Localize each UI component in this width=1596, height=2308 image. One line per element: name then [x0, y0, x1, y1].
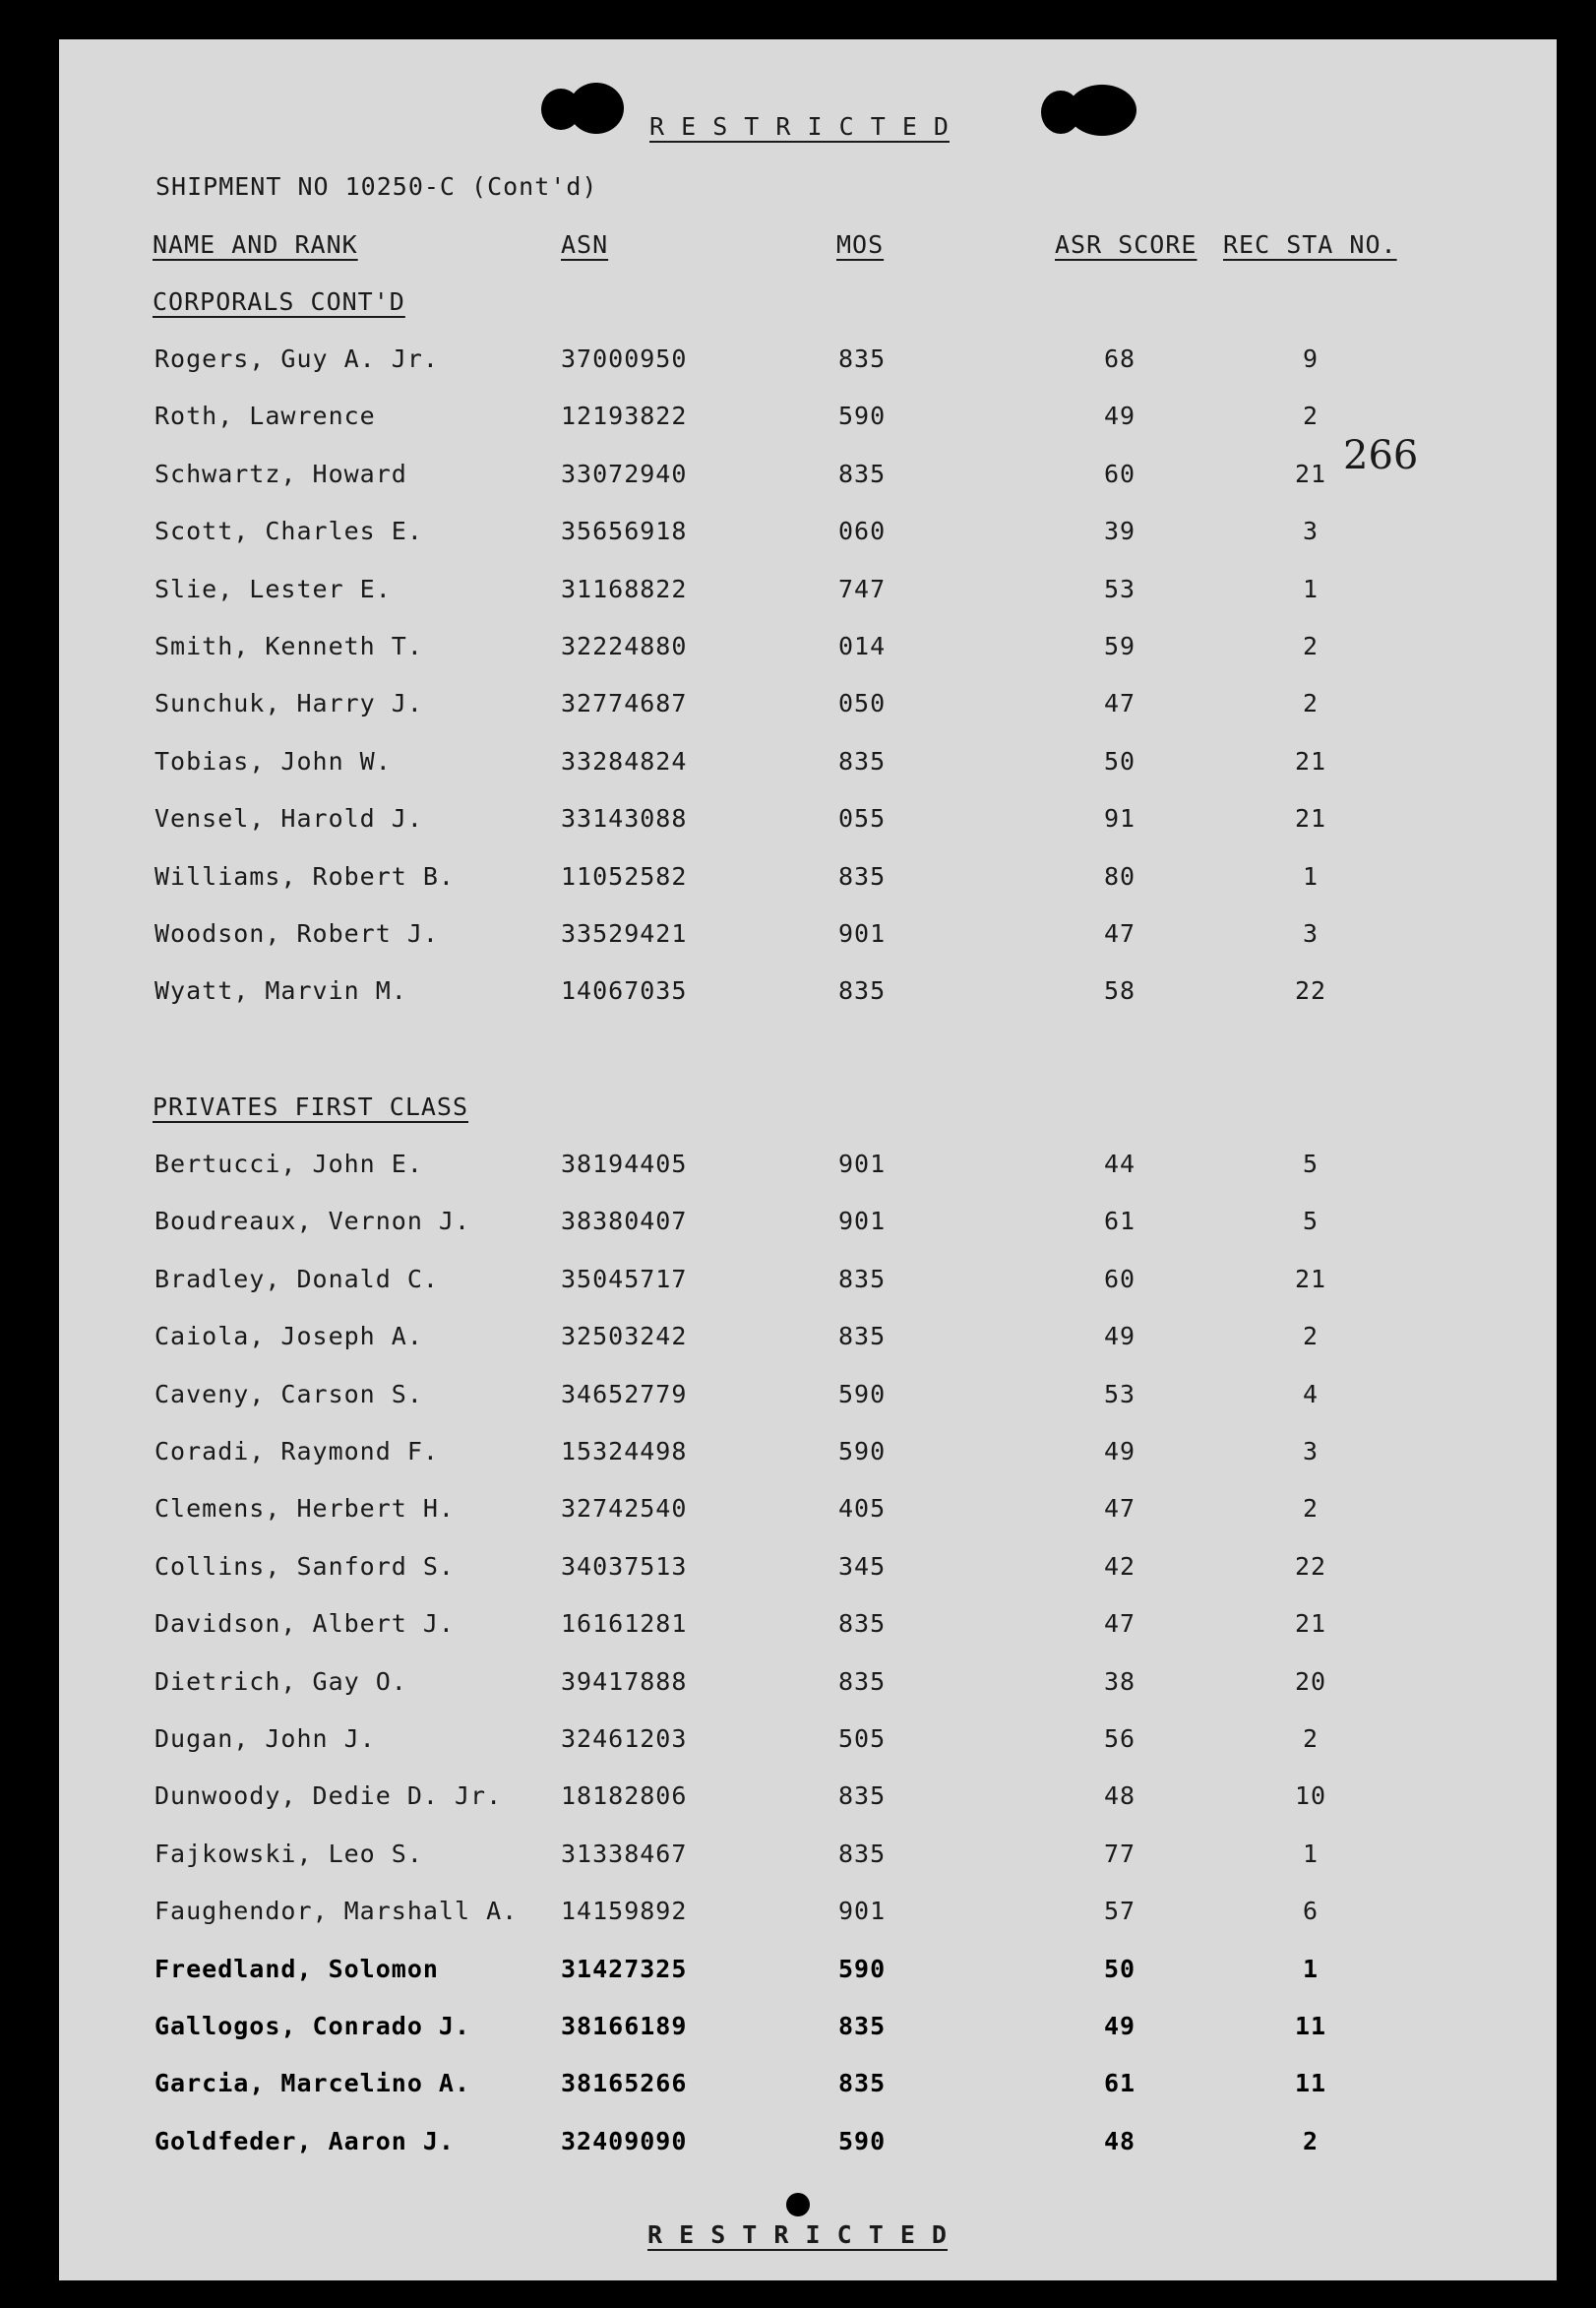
cell-asn: 12193822 [561, 402, 688, 431]
cell-asn: 15324498 [561, 1437, 688, 1466]
cell-score: 77 [1103, 1839, 1136, 1868]
cell-rec: 6 [1302, 1897, 1320, 1926]
cell-score: 68 [1103, 344, 1136, 373]
cell-mos: 345 [838, 1551, 887, 1581]
cell-score: 91 [1103, 804, 1136, 834]
cell-rec: 22 [1294, 1551, 1327, 1581]
table-row [0, 575, 1596, 614]
table-row [0, 1724, 1596, 1764]
cell-rec: 2 [1302, 632, 1320, 660]
cell-asn: 32742540 [561, 1494, 688, 1524]
cell-rec: 5 [1302, 1207, 1320, 1236]
cell-name: Schwartz, Howard [154, 459, 407, 488]
ink-blot-bottom [786, 2193, 810, 2216]
cell-score: 50 [1103, 746, 1136, 776]
table-row [0, 1897, 1596, 1936]
cell-mos: 835 [838, 459, 887, 488]
table-row [0, 689, 1596, 728]
table-row [0, 1494, 1596, 1533]
cell-rec: 2 [1302, 402, 1320, 431]
cell-rec: 1 [1302, 1954, 1320, 1983]
cell-mos: 835 [838, 1322, 887, 1351]
cell-asn: 32774687 [561, 689, 688, 718]
cell-mos: 835 [838, 976, 887, 1006]
cell-mos: 014 [838, 632, 887, 660]
table-row [0, 2012, 1596, 2051]
restricted-header: R E S T R I C T E D [649, 112, 950, 141]
cell-name: Bertucci, John E. [154, 1150, 423, 1178]
cell-rec: 2 [1302, 1322, 1320, 1351]
cell-mos: 505 [838, 1724, 887, 1753]
cell-name: Davidson, Albert J. [154, 1609, 455, 1639]
cell-rec: 21 [1294, 804, 1327, 834]
cell-asn: 33284824 [561, 746, 688, 776]
cell-score: 47 [1103, 1609, 1136, 1639]
table-row [0, 344, 1596, 384]
cell-asn: 38380407 [561, 1207, 688, 1236]
cell-rec: 10 [1294, 1781, 1327, 1811]
cell-score: 47 [1103, 1494, 1136, 1524]
table-row [0, 1437, 1596, 1476]
cell-mos: 835 [838, 1264, 887, 1293]
cell-score: 50 [1103, 1954, 1136, 1983]
cell-rec: 2 [1302, 1494, 1320, 1524]
cell-asn: 35656918 [561, 517, 688, 546]
cell-score: 49 [1103, 2012, 1136, 2040]
cell-rec: 1 [1302, 1839, 1320, 1868]
cell-asn: 34652779 [561, 1379, 688, 1408]
cell-rec: 3 [1302, 919, 1320, 948]
cell-name: Clemens, Herbert H. [154, 1494, 455, 1524]
cell-name: Wyatt, Marvin M. [154, 976, 407, 1006]
cell-name: Gallogos, Conrado J. [154, 2012, 471, 2040]
cell-rec: 21 [1294, 1264, 1327, 1293]
col-header-asn: ASN [561, 230, 609, 259]
table-row [0, 1322, 1596, 1361]
table-row [0, 402, 1596, 441]
cell-rec: 21 [1294, 1609, 1327, 1639]
ink-blot-left-2 [569, 83, 624, 134]
table-row [0, 2127, 1596, 2166]
cell-name: Collins, Sanford S. [154, 1551, 455, 1581]
cell-score: 48 [1103, 2126, 1136, 2155]
cell-name: Boudreaux, Vernon J. [154, 1207, 471, 1236]
cell-asn: 35045717 [561, 1264, 688, 1293]
table-row [0, 1207, 1596, 1246]
cell-mos: 590 [838, 1379, 887, 1408]
cell-rec: 4 [1302, 1379, 1320, 1408]
cell-name: Fajkowski, Leo S. [154, 1839, 423, 1868]
cell-name: Williams, Robert B. [154, 861, 455, 891]
cell-name: Sunchuk, Harry J. [154, 689, 423, 718]
cell-asn: 31427325 [561, 1954, 688, 1983]
cell-score: 56 [1103, 1724, 1136, 1753]
cell-asn: 38165266 [561, 2069, 688, 2098]
cell-mos: 901 [838, 1897, 887, 1926]
cell-mos: 405 [838, 1494, 887, 1524]
page-number: 266 [1343, 433, 1419, 478]
cell-name: Caiola, Joseph A. [154, 1322, 423, 1351]
cell-score: 80 [1103, 861, 1136, 891]
cell-mos: 590 [838, 1437, 887, 1466]
cell-asn: 18182806 [561, 1781, 688, 1811]
cell-asn: 14159892 [561, 1897, 688, 1926]
cell-asn: 32461203 [561, 1724, 688, 1753]
ink-blot-right-2 [1068, 85, 1136, 136]
table-row [0, 976, 1596, 1016]
cell-score: 39 [1103, 517, 1136, 546]
cell-score: 49 [1103, 1437, 1136, 1466]
cell-asn: 33529421 [561, 919, 688, 948]
cell-asn: 31168822 [561, 574, 688, 603]
cell-name: Coradi, Raymond F. [154, 1437, 439, 1466]
cell-score: 48 [1103, 1781, 1136, 1811]
cell-mos: 835 [838, 746, 887, 776]
table-row [0, 1380, 1596, 1419]
cell-asn: 31338467 [561, 1839, 688, 1868]
cell-name: Slie, Lester E. [154, 574, 392, 603]
cell-name: Dietrich, Gay O. [154, 1666, 407, 1696]
table-row [0, 1609, 1596, 1649]
cell-rec: 20 [1294, 1666, 1327, 1696]
cell-name: Caveny, Carson S. [154, 1379, 423, 1408]
cell-mos: 835 [838, 1666, 887, 1696]
cell-mos: 055 [838, 804, 887, 834]
cell-asn: 33072940 [561, 459, 688, 488]
cell-asn: 38166189 [561, 2012, 688, 2040]
cell-rec: 3 [1302, 517, 1320, 546]
cell-mos: 590 [838, 402, 887, 431]
cell-score: 53 [1103, 574, 1136, 603]
cell-score: 49 [1103, 1322, 1136, 1351]
cell-score: 49 [1103, 402, 1136, 431]
cell-mos: 835 [838, 2012, 887, 2040]
cell-name: Vensel, Harold J. [154, 804, 423, 834]
cell-name: Scott, Charles E. [154, 517, 423, 546]
col-header-mos: MOS [836, 230, 885, 259]
cell-name: Dunwoody, Dedie D. Jr. [154, 1781, 503, 1811]
cell-score: 58 [1103, 976, 1136, 1006]
table-row [0, 1265, 1596, 1304]
cell-asn: 11052582 [561, 861, 688, 891]
cell-name: Roth, Lawrence [154, 402, 376, 431]
cell-mos: 060 [838, 517, 887, 546]
cell-asn: 32409090 [561, 2126, 688, 2155]
cell-name: Bradley, Donald C. [154, 1264, 439, 1293]
cell-asn: 38194405 [561, 1150, 688, 1178]
cell-score: 42 [1103, 1551, 1136, 1581]
cell-rec: 2 [1302, 1724, 1320, 1753]
cell-asn: 32224880 [561, 632, 688, 660]
cell-rec: 2 [1302, 689, 1320, 718]
table-row [0, 1150, 1596, 1189]
table-row [0, 747, 1596, 786]
cell-name: Freedland, Solomon [154, 1954, 439, 1983]
section-title-corporals: CORPORALS CONT'D [153, 287, 405, 316]
cell-rec: 11 [1294, 2012, 1327, 2040]
cell-mos: 590 [838, 1954, 887, 1983]
cell-mos: 835 [838, 1609, 887, 1639]
cell-rec: 21 [1294, 459, 1327, 488]
section-title-pfc: PRIVATES FIRST CLASS [153, 1092, 469, 1121]
cell-asn: 33143088 [561, 804, 688, 834]
cell-mos: 590 [838, 2126, 887, 2155]
cell-mos: 747 [838, 574, 887, 603]
cell-name: Garcia, Marcelino A. [154, 2069, 471, 2098]
table-row [0, 1781, 1596, 1821]
col-header-rec-sta: REC STA NO. [1223, 230, 1397, 259]
cell-score: 60 [1103, 459, 1136, 488]
table-row [0, 517, 1596, 556]
cell-mos: 835 [838, 1781, 887, 1811]
cell-mos: 901 [838, 1207, 887, 1236]
cell-rec: 11 [1294, 2069, 1327, 2098]
table-row [0, 1840, 1596, 1879]
cell-mos: 835 [838, 344, 887, 373]
cell-score: 38 [1103, 1666, 1136, 1696]
cell-asn: 32503242 [561, 1322, 688, 1351]
table-row [0, 919, 1596, 959]
cell-asn: 14067035 [561, 976, 688, 1006]
cell-score: 59 [1103, 632, 1136, 660]
cell-rec: 3 [1302, 1437, 1320, 1466]
cell-name: Dugan, John J. [154, 1724, 376, 1753]
cell-score: 53 [1103, 1379, 1136, 1408]
cell-asn: 39417888 [561, 1666, 688, 1696]
cell-rec: 21 [1294, 746, 1327, 776]
cell-mos: 835 [838, 1839, 887, 1868]
cell-mos: 835 [838, 861, 887, 891]
col-header-name: NAME AND RANK [153, 230, 358, 259]
cell-asn: 16161281 [561, 1609, 688, 1639]
cell-asn: 37000950 [561, 344, 688, 373]
cell-rec: 1 [1302, 861, 1320, 891]
cell-name: Smith, Kenneth T. [154, 632, 423, 660]
cell-rec: 9 [1302, 344, 1320, 373]
cell-name: Faughendor, Marshall A. [154, 1897, 519, 1926]
cell-score: 47 [1103, 689, 1136, 718]
cell-score: 61 [1103, 1207, 1136, 1236]
cell-score: 47 [1103, 919, 1136, 948]
table-row [0, 1955, 1596, 1994]
table-row [0, 2069, 1596, 2108]
cell-rec: 1 [1302, 574, 1320, 603]
table-row [0, 862, 1596, 902]
cell-score: 44 [1103, 1150, 1136, 1178]
col-header-score: ASR SCORE [1055, 230, 1197, 259]
cell-rec: 5 [1302, 1150, 1320, 1178]
cell-score: 61 [1103, 2069, 1136, 2098]
shipment-title: SHIPMENT NO 10250-C (Cont'd) [155, 172, 598, 201]
cell-asn: 34037513 [561, 1551, 688, 1581]
cell-score: 60 [1103, 1264, 1136, 1293]
cell-mos: 835 [838, 2069, 887, 2098]
cell-name: Tobias, John W. [154, 746, 392, 776]
table-row [0, 1552, 1596, 1591]
restricted-footer: R E S T R I C T E D [647, 2220, 948, 2249]
cell-name: Rogers, Guy A. Jr. [154, 344, 439, 373]
cell-name: Woodson, Robert J. [154, 919, 439, 948]
cell-rec: 22 [1294, 976, 1327, 1006]
cell-mos: 050 [838, 689, 887, 718]
table-row [0, 804, 1596, 843]
table-row [0, 1667, 1596, 1707]
cell-mos: 901 [838, 919, 887, 948]
cell-mos: 901 [838, 1150, 887, 1178]
table-row [0, 460, 1596, 499]
cell-rec: 2 [1302, 2126, 1320, 2155]
cell-score: 57 [1103, 1897, 1136, 1926]
cell-name: Goldfeder, Aaron J. [154, 2126, 455, 2155]
table-row [0, 632, 1596, 671]
